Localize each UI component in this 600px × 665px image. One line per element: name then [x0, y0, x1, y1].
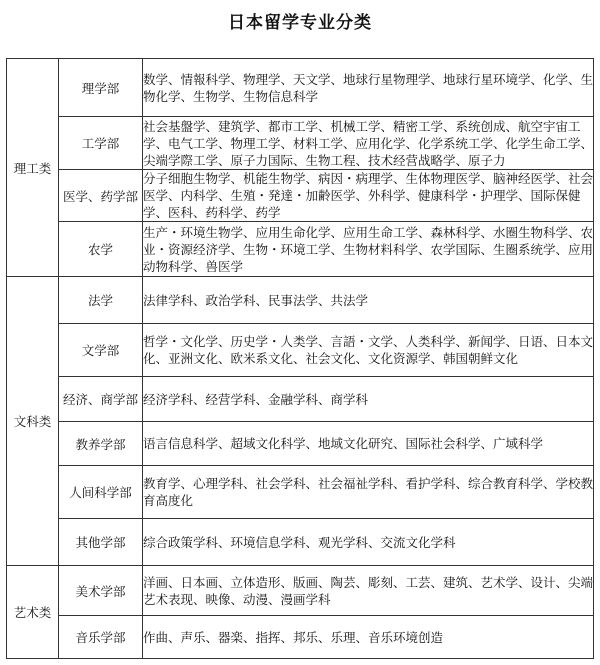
major-cell: 经济、商学部 [59, 377, 143, 422]
subjects-cell: 经济学科、经营学科、金融学科、商学科 [143, 377, 594, 422]
table-row [7, 466, 594, 519]
table-row [7, 566, 594, 616]
major-cell: 工学部 [59, 117, 143, 170]
table-row [7, 170, 594, 222]
subjects-cell: 法律学科、政治学科、民事法学、共法学 [143, 277, 594, 324]
major-classification-table [6, 58, 594, 659]
page-title: 日本留学专业分类 [228, 13, 372, 33]
table-row [7, 277, 594, 324]
subjects-cell: 分子细胞生物学、机能生物学、病因・病理学、生体物理医学、脑神经医学、社会医学、内科学、生殖・発達・加齢医学、外科学、健康科学・护理学、国际保健学、医科、药科学、药学 [143, 171, 594, 220]
major-cell: 人间科学部 [59, 466, 143, 519]
subjects-cell: 综合政策学科、环境信息学科、观光学科、交流文化学科 [143, 519, 594, 566]
subjects-cell: 洋画、日本画、立体造形、版画、陶芸、彫刻、工芸、建筑、艺术学、设计、尖端艺术表现、映像、动漫、漫画学科 [143, 566, 594, 616]
major-cell: 其他学部 [59, 519, 143, 566]
category-cell: 理工类 [7, 59, 59, 277]
table-row [7, 222, 594, 277]
subjects-cell: 数学、情報科学、物理学、天文学、地球行星物理学、地球行星环境学、化学、生物化学、生物学、生物信息科学 [143, 59, 594, 117]
major-cell: 文学部 [59, 324, 143, 377]
subjects-cell: 语言信息科学、超域文化科学、地域文化研究、国际社会科学、广域科学 [143, 422, 594, 466]
subjects-cell: 作曲、声乐、器楽、指挥、邦乐、乐理、音乐环境创造 [143, 616, 594, 659]
major-cell: 理学部 [59, 59, 143, 117]
category-cell: 艺术类 [7, 566, 59, 659]
subjects-cell: 教育学、心理学科、社会学科、社会福祉学科、看护学科、综合教育科学、学校教育高度化 [143, 466, 594, 519]
subjects-cell: 生产・环境生物学、应用生命化学、应用生命工学、森林科学、水圈生物科学、农业・资源经济学、生物・环境工学、生物材料科学、农学国际、生圈系统学、应用动物科学、兽医学 [143, 222, 594, 277]
major-cell: 美术学部 [59, 566, 143, 616]
table-row [7, 616, 594, 659]
table-row [7, 519, 594, 566]
major-cell: 教养学部 [59, 422, 143, 466]
major-cell: 医学、药学部 [59, 170, 143, 222]
subjects-cell: 哲学・文化学、历史学・人类学、言語・文学、人类科学、新闻学、日语、日本文化、亚洲文化、欧米系文化、社会文化、文化资源学、韩国朝鲜文化 [143, 324, 594, 377]
major-cell: 农学 [59, 222, 143, 277]
table-row [7, 422, 594, 466]
category-cell: 文科类 [7, 277, 59, 566]
major-cell: 法学 [59, 277, 143, 324]
subjects-cell: 社会基盤学、建筑学、都市工学、机械工学、精密工学、系统创成、航空宇宙工学、电气工学、物理工学、材料工学、应用化学、化学系统工学、化学生命工学、尖端学際工学、原子力国际、生物工程、技术经营战略学、原子力 [143, 118, 594, 168]
table-row [7, 377, 594, 422]
major-cell: 音乐学部 [59, 616, 143, 659]
table-row [7, 59, 594, 117]
table-row [7, 117, 594, 170]
table-row [7, 324, 594, 377]
